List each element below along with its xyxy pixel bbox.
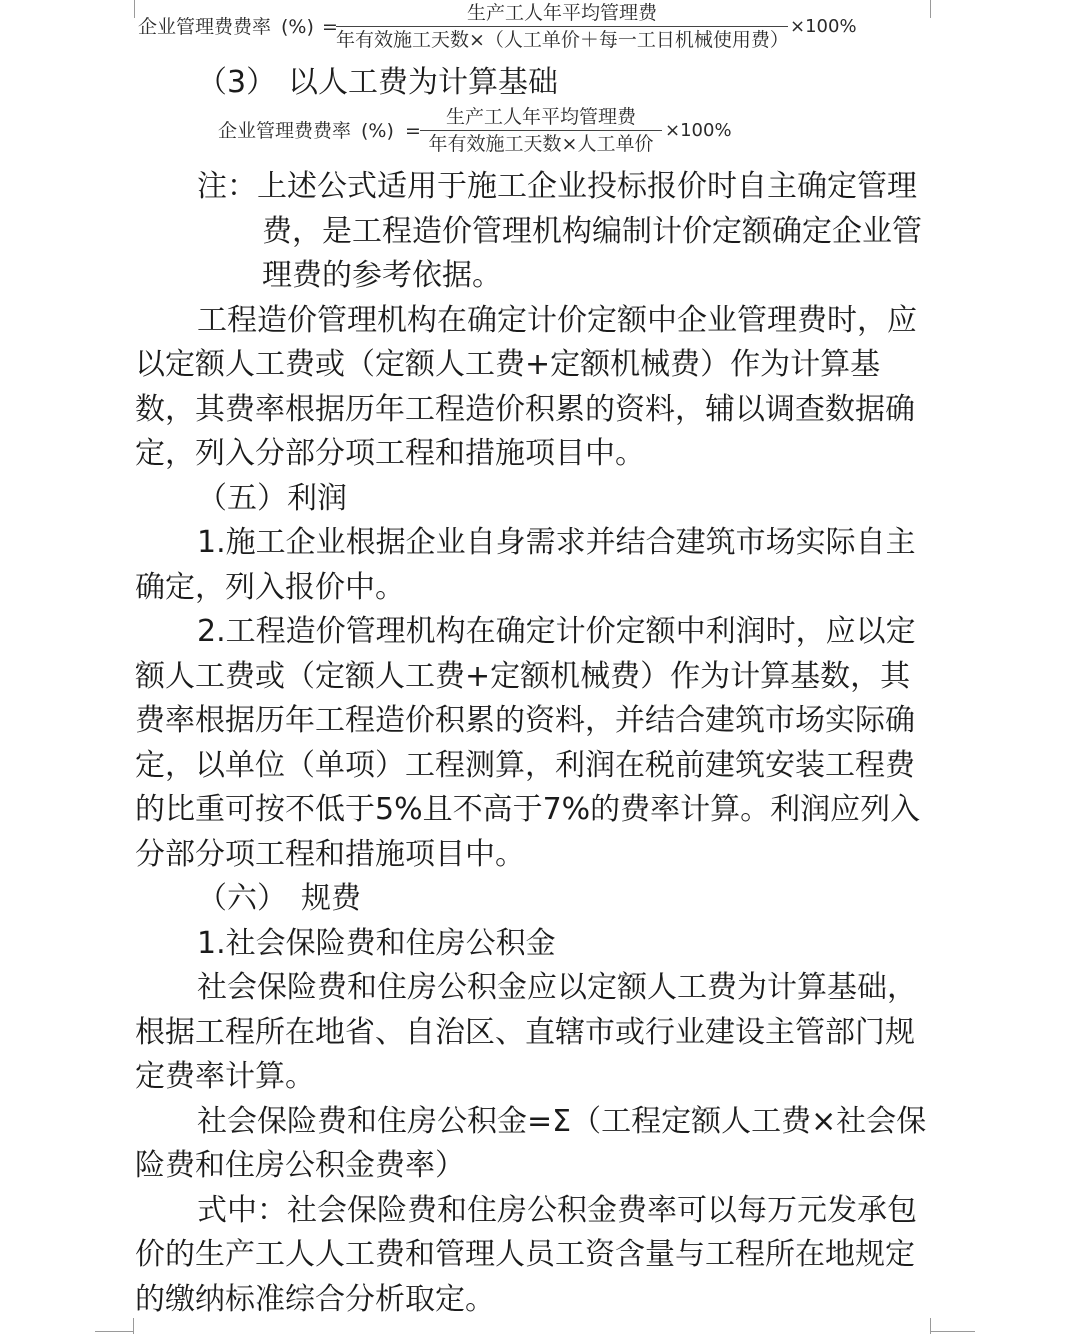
note-prefix: 注：: [197, 169, 257, 204]
fraction-denominator: 年有效施工天数×人工单价: [428, 133, 654, 155]
paragraph-line: 1.施工企业根据企业自身需求并结合建筑市场实际自主: [197, 525, 916, 560]
formula-label: [138, 14, 314, 40]
fraction-numerator: 生产工人年平均管理费: [420, 104, 662, 131]
section-number: （六）: [197, 881, 287, 916]
note-line: [135, 165, 930, 210]
item-title: 以人工费为计算基础: [288, 65, 558, 100]
paragraph: [135, 521, 930, 610]
paragraph: [135, 1100, 930, 1189]
equals-sign: =: [322, 16, 338, 38]
paragraph-line: 根据工程所在地省、自治区、直辖市或行业建设主管部门规: [135, 1014, 915, 1050]
fraction-numerator: 生产工人年平均管理费: [336, 0, 788, 27]
paragraph-line: 定，以单位（单项）工程测算，利润在税前建筑安装工程费: [135, 747, 915, 783]
formula-label-text: 企业管理费费率: [218, 120, 352, 142]
paragraph-line: 式中：社会保险费和住房公积金费率可以每万元发承包: [197, 1192, 917, 1228]
fraction: [336, 0, 788, 53]
formula-overhead-rate-labor-machine: [0, 0, 1080, 60]
paragraph-line: 费率根据历年工程造价积累的资料，并结合建筑市场实际确: [135, 703, 915, 738]
paragraph-line: 定费率计算。: [135, 1059, 315, 1094]
paragraph-line: 2.工程造价管理机构在确定计价定额中利润时，应以定: [197, 614, 916, 649]
paragraph-line: 工程造价管理机构在确定计价定额中企业管理费时，应: [197, 302, 917, 338]
item-heading: [197, 61, 897, 105]
paragraph-line: 价的生产工人人工费和管理人员工资含量与工程所在地规定: [135, 1237, 915, 1272]
crop-mark-bottom-left-vertical: [133, 1318, 134, 1334]
formula-unit: (%): [281, 16, 314, 38]
formula-multiplier: ×100%: [790, 16, 857, 37]
note-line: 理费的参考依据。: [262, 258, 502, 293]
fraction-denominator: 年有效施工天数×（人工单价＋每一工日机械使用费）: [336, 29, 789, 51]
paragraph: [135, 299, 930, 477]
formula-multiplier: ×100%: [665, 120, 732, 141]
formula-overhead-rate-labor: [0, 104, 1080, 160]
paragraph-line: 额人工费或（定额人工费+定额机械费）作为计算基数，其: [135, 658, 911, 694]
section-heading: （五）利润: [197, 480, 347, 516]
item-number: （3）: [197, 65, 277, 100]
paragraph: [135, 1189, 930, 1323]
paragraph-line: 确定，列入报价中。: [135, 569, 405, 605]
paragraph-line: 定，列入分部分项工程和措施项目中。: [135, 436, 645, 471]
note-text: 上述公式适用于施工企业投标报价时自主确定管理: [257, 169, 917, 204]
paragraph-line: 社会保险费和住房公积金应以定额人工费为计算基础，: [197, 970, 917, 1005]
paragraph: [135, 610, 930, 877]
section-title: 规费: [301, 881, 361, 916]
formula-label-text: 企业管理费费率: [138, 16, 272, 38]
paragraph: [135, 966, 930, 1100]
paragraph-line: 险费和住房公积金费率）: [135, 1148, 465, 1183]
formula-label: [218, 118, 394, 144]
subsection-heading: 1.社会保险费和住房公积金: [197, 925, 556, 961]
note: [135, 165, 930, 299]
note-line: 费，是工程造价管理机构编制计价定额确定企业管: [262, 213, 922, 249]
equals-sign: =: [405, 120, 421, 142]
paragraph-line: 数，其费率根据历年工程造价积累的资料，辅以调查数据确: [135, 391, 915, 427]
paragraph-line: 社会保险费和住房公积金=Σ（工程定额人工费×社会保: [197, 1103, 927, 1139]
formula-unit: (%): [361, 120, 394, 142]
paragraph-line: 的比重可按不低于5%且不高于7%的费率计算。利润应列入: [135, 792, 921, 827]
paragraph-line: 分部分项工程和措施项目中。: [135, 836, 525, 872]
paragraph-line: 的缴纳标准综合分析取定。: [135, 1281, 495, 1317]
crop-mark-bottom-left-horizontal: [95, 1331, 133, 1332]
paragraph-line: 以定额人工费或（定额人工费+定额机械费）作为计算基: [135, 347, 881, 382]
fraction: [420, 104, 662, 157]
body-text: [135, 165, 930, 1322]
crop-mark-bottom-right-horizontal: [930, 1331, 975, 1332]
section-heading: [135, 877, 930, 922]
